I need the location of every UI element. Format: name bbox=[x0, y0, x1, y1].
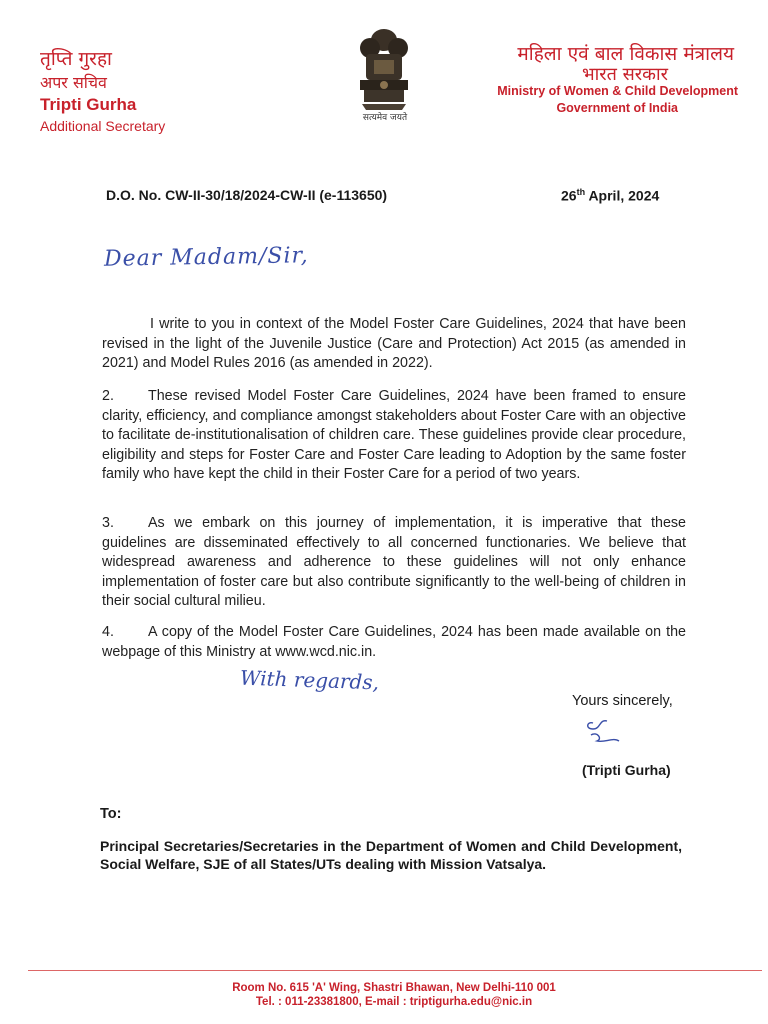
ashoka-emblem-icon bbox=[352, 26, 416, 110]
name-hindi: तृप्ति गुरहा bbox=[40, 48, 112, 70]
signature-icon bbox=[583, 715, 623, 747]
paragraph-1: I write to you in context of the Model Foster Care Guidelines, 2024 that have been revised in the light of the Juvenile Justice (Care and Protection) Act 2015 (as amended in 2021) and Model Rules 2016 (as amended in 2022). bbox=[102, 316, 686, 371]
footer-address: Room No. 615 'A' Wing, Shastri Bhawan, New Delhi-110 001 bbox=[232, 982, 556, 994]
salutation: Dear Madam/Sir, bbox=[103, 243, 309, 272]
do-number: D.O. No. CW-II-30/18/2024-CW-II (e-113650) bbox=[106, 187, 388, 203]
recipient: Principal Secretaries/Secretaries in the Department of Women and Child Development, Social Welfare, SJE of all States/UTs dealing with Mission Vatsalya. bbox=[100, 838, 682, 872]
letter-date: 26th April, 2024 bbox=[561, 187, 660, 204]
government-english: Government of India bbox=[556, 101, 678, 115]
ministry-english: Ministry of Women & Child Development bbox=[497, 84, 738, 98]
handwritten-regards: With regards, bbox=[239, 665, 380, 695]
name-english: Tripti Gurha bbox=[40, 95, 137, 114]
yours-sincerely: Yours sincerely, bbox=[572, 693, 673, 709]
paragraph-4: 4. A copy of the Model Foster Care Guidelines, 2024 has been made available on the webpage of this Ministry at www.wcd.nic.in. bbox=[102, 624, 686, 660]
paragraph-2: 2. These revised Model Foster Care Guidelines, 2024 have been framed to ensure clarity, efficiency, and compliance amongst stakeholders about Foster Care with an objective to facilitate de-institutionalisation of children care. These guidelines provide clear procedure, eligibility and steps for Foster Care and Foster Care leading to Adoption by the same foster family who have kept the child in their Foster Care for a period of two years. bbox=[102, 388, 686, 482]
designation-english: Additional Secretary bbox=[40, 118, 166, 134]
footer-contact: Tel. : 011-23381800, E-mail : triptigurha.edu@nic.in bbox=[255, 996, 533, 1008]
government-hindi: भारत सरकार bbox=[581, 64, 668, 85]
footer-divider bbox=[28, 970, 762, 971]
motto: सत्यमेव जयते bbox=[362, 113, 408, 123]
to-label: To: bbox=[100, 806, 122, 822]
designation-hindi: अपर सचिव bbox=[40, 73, 107, 92]
paragraph-3: 3. As we embark on this journey of implementation, it is imperative that these guidelines are disseminated effectively to all concerned functionaries. We believe that widespread awareness and adherence to these guidelines will not only enhance implementation of foster care but also contribute significantly to the well-being of children in their social cultural milieu. bbox=[102, 515, 686, 609]
signatory-name: (Tripti Gurha) bbox=[582, 762, 671, 778]
ministry-hindi: महिला एवं बाल विकास मंत्रालय bbox=[517, 43, 734, 65]
